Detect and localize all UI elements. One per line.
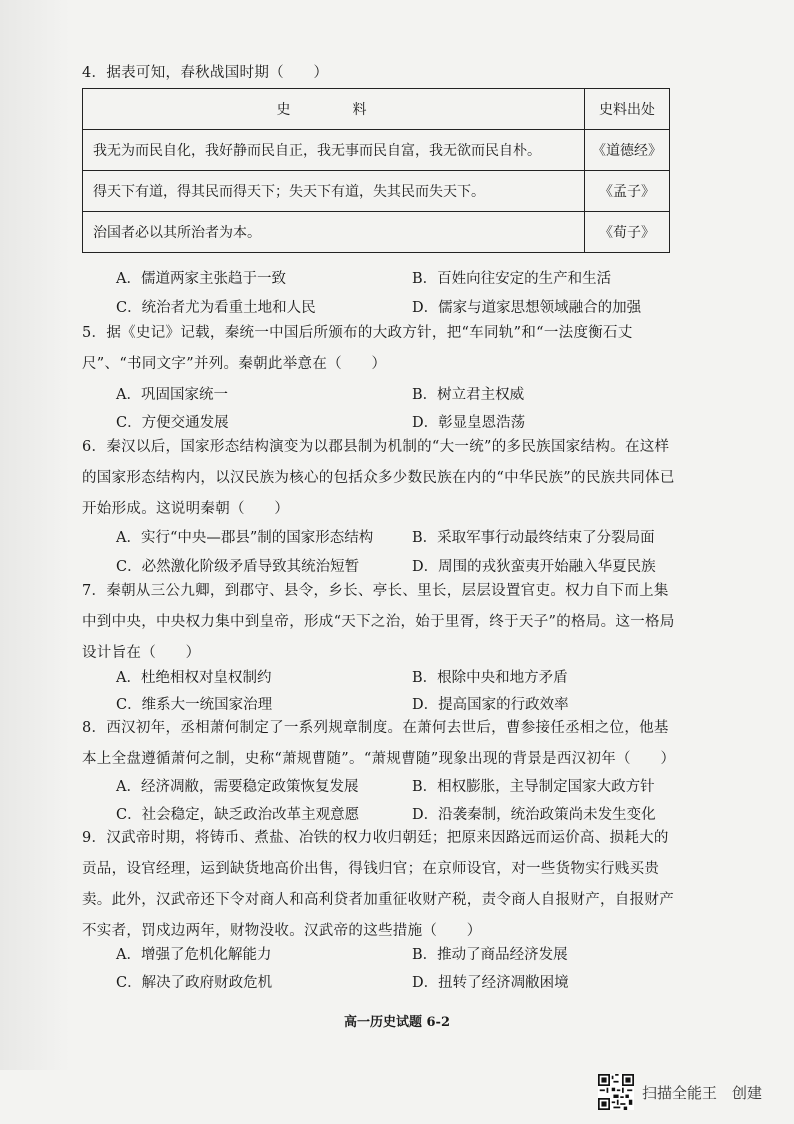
q9-option-d[interactable]: D．扭转了经济凋敝困境 — [412, 975, 569, 991]
q4-option-b[interactable]: B．百姓向往安定的生产和生活 — [412, 271, 612, 287]
q4-option-d[interactable]: D．儒家与道家思想领域融合的加强 — [412, 300, 642, 316]
table-row — [83, 130, 670, 171]
scan-shadow — [0, 0, 70, 1070]
watermark-text: 扫描全能王 创建 — [642, 1083, 763, 1102]
q9-option-b[interactable]: B．推动了商品经济发展 — [412, 947, 568, 963]
table-cell-content: 治国者必以其所治者为本。 — [83, 212, 585, 253]
q5-option-d[interactable]: D．彰显皇恩浩荡 — [412, 415, 526, 431]
source-table — [82, 88, 670, 253]
q6-option-a[interactable]: A．实行“中央—郡县”制的国家形态结构 — [116, 530, 374, 546]
scanner-watermark — [598, 1073, 762, 1111]
table-row — [83, 212, 670, 253]
question-9-stem: 9．汉武帝时期，将铸币、煮盐、冶铁的权力收归朝廷；把原来因路远而运价高、损耗大的贡品，设官经理，运到缺货地高价出售，得钱归官；在京师设官，对一些货物实行贱买贵卖。此外，汉武帝还下令对商人和高利贷者加重征收财产税，责令商人自报财产，自报财产不实者，罚戍边两年，财物没收。汉武帝的这些措施（ ） — [82, 830, 674, 939]
page-footer: 高一历史试题 6-2 — [343, 1015, 450, 1030]
table-cell-content: 得天下有道，得其民而得天下；失天下有道，失其民而失天下。 — [83, 171, 585, 212]
q5-option-b[interactable]: B．树立君主权威 — [412, 387, 525, 403]
table-cell-source: 《孟子》 — [585, 171, 670, 212]
q4-option-a[interactable]: A．儒道两家主张趋于一致 — [116, 271, 286, 287]
q9-option-a[interactable]: A．增强了危机化解能力 — [116, 947, 272, 963]
q4-option-c[interactable]: C．统治者尤为看重土地和人民 — [116, 300, 316, 316]
q7-option-d[interactable]: D．提高国家的行政效率 — [412, 697, 569, 713]
table-cell-source: 《道德经》 — [585, 130, 670, 171]
qr-code-icon — [598, 1074, 634, 1110]
question-4-stem: 4．据表可知，春秋战国时期（ ） — [82, 65, 329, 81]
q7-option-c[interactable]: C．维系大一统国家治理 — [116, 697, 273, 713]
question-7-stem: 7．秦朝从三公九卿，到郡守、县令，乡长、亭长、里长，层层设置官吏。权力自下而上集中到中央，中央权力集中到皇帝，形成“天下之治，始于里胥，终于天子”的格局。这一格局设计旨在（ ） — [82, 583, 675, 661]
q5-option-c[interactable]: C．方便交通发展 — [116, 415, 229, 431]
q9-option-c[interactable]: C．解决了政府财政危机 — [116, 975, 273, 991]
q8-option-b[interactable]: B．相权膨胀，主导制定国家大政方针 — [412, 779, 655, 795]
q8-option-d[interactable]: D．沿袭秦制，统治政策尚未发生变化 — [412, 807, 656, 823]
table-header-content: 史 料 — [83, 89, 585, 130]
table-row — [83, 171, 670, 212]
question-8-stem: 8．西汉初年，丞相萧何制定了一系列规章制度。在萧何去世后，曹参接任丞相之位，他基本上全盘遵循萧何之制，史称“萧规曹随”。“萧规曹随”现象出现的背景是西汉初年（ ） — [82, 720, 676, 767]
question-5-stem: 5．据《史记》记载，秦统一中国后所颁布的大政方针，把“车同轨”和“一法度衡石丈尺”、“书同文字”并列。秦朝此举意在（ ） — [82, 325, 633, 372]
table-cell-content: 我无为而民自化，我好静而民自正，我无事而民自富，我无欲而民自朴。 — [83, 130, 585, 171]
q7-option-a[interactable]: A．杜绝相权对皇权制约 — [116, 670, 272, 686]
q7-option-b[interactable]: B．根除中央和地方矛盾 — [412, 670, 568, 686]
table-header-source: 史料出处 — [585, 89, 670, 130]
q5-option-a[interactable]: A．巩固国家统一 — [116, 387, 228, 403]
q8-option-a[interactable]: A．经济凋敝，需要稳定政策恢复发展 — [116, 779, 359, 795]
question-6-stem: 6．秦汉以后，国家形态结构演变为以郡县制为机制的“大一统”的多民族国家结构。在这样的国家形态结构内，以汉民族为核心的包括众多少数民族在内的“中华民族”的民族共同体已开始形成。这说明秦朝（ ） — [82, 439, 675, 517]
q6-option-b[interactable]: B．采取军事行动最终结束了分裂局面 — [412, 530, 655, 546]
q6-option-c[interactable]: C．必然激化阶级矛盾导致其统治短暂 — [116, 559, 360, 575]
q6-option-d[interactable]: D．周围的戎狄蛮夷开始融入华夏民族 — [412, 559, 656, 575]
table-header-row — [83, 89, 670, 130]
table-cell-source: 《荀子》 — [585, 212, 670, 253]
q8-option-c[interactable]: C．社会稳定，缺乏政治改革主观意愿 — [116, 807, 360, 823]
